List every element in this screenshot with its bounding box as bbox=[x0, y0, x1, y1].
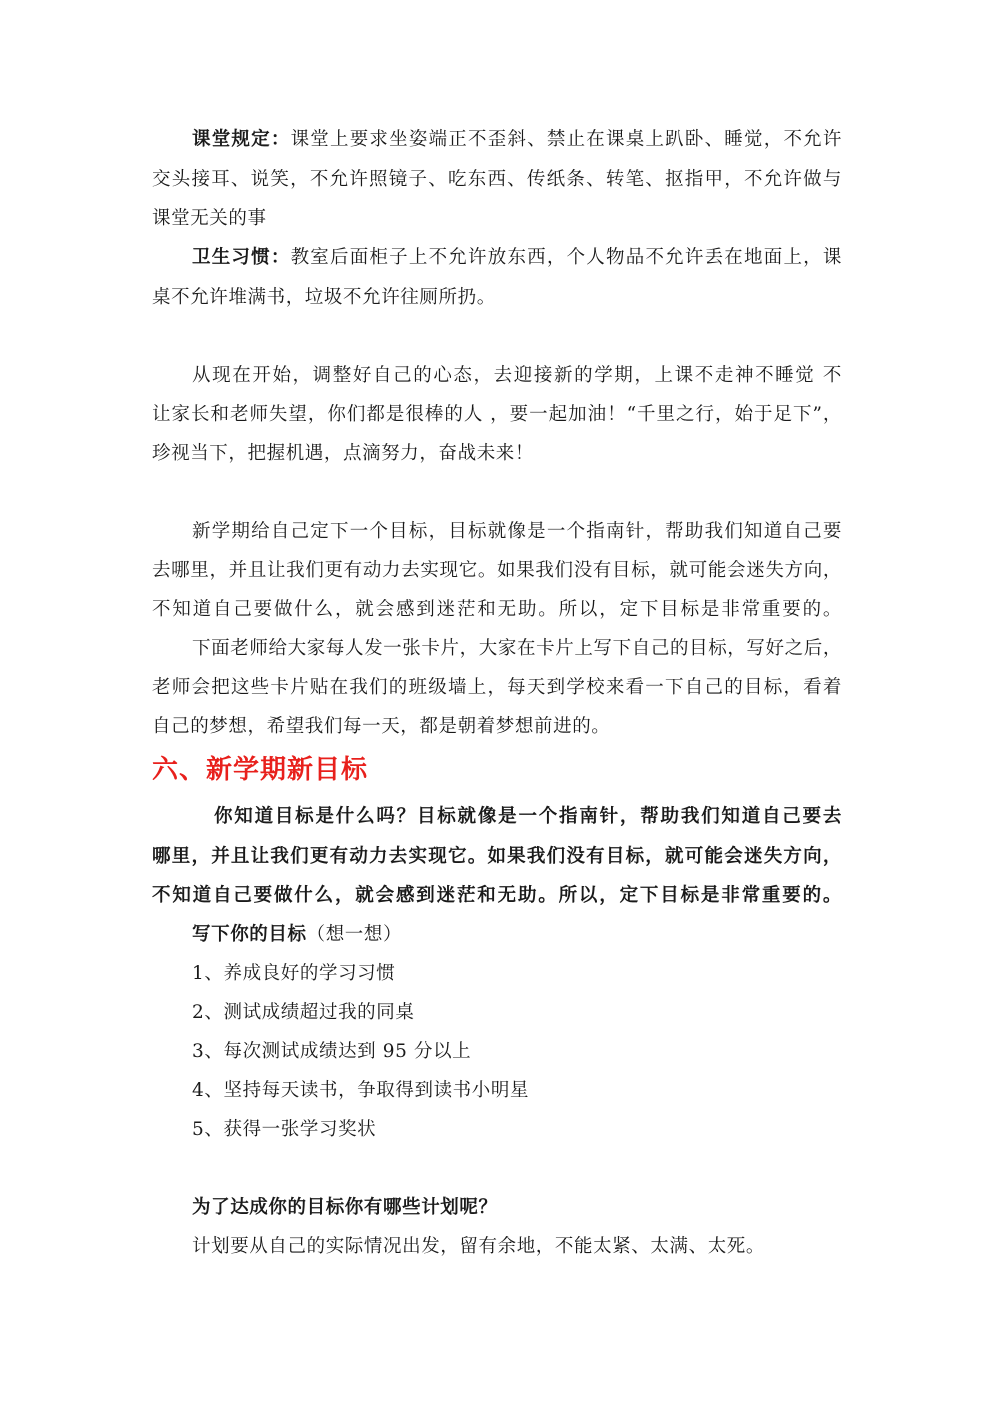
list-item: 4、坚持每天读书，争取得到读书小明星 bbox=[192, 1080, 530, 1101]
goal-intro-line-1: 新学期给自己定下一个目标，目标就像是一个指南针，帮助我们知道自己要 bbox=[192, 521, 842, 542]
list-item: 5、获得一张学习奖状 bbox=[192, 1119, 377, 1140]
section-heading: 六、新学期新目标 bbox=[152, 755, 369, 785]
classroom-rules-text: 课堂上要求坐姿端正不歪斜、禁止在课桌上趴卧、睡觉，不允许 bbox=[290, 129, 842, 150]
encourage-line-3: 珍视当下，把握机遇，点滴努力，奋战未来！ bbox=[152, 443, 535, 464]
goal-intro-line-3: 不知道自己要做什么，就会感到迷茫和无助。所以，定下目标是非常重要的。 bbox=[152, 599, 842, 620]
card-activity-line-1: 下面老师给大家每人发一张卡片，大家在卡片上写下自己的目标，写好之后， bbox=[192, 638, 842, 659]
section-bold-line-2: 哪里，并且让我们更有动力去实现它。如果我们没有目标，就可能会迷失方向， bbox=[152, 846, 842, 867]
classroom-rules-line-3: 课堂无关的事 bbox=[152, 208, 267, 229]
write-goals-note: （想一想） bbox=[306, 924, 403, 945]
list-item: 3、每次测试成绩达到 95 分以上 bbox=[192, 1041, 472, 1062]
classroom-rules-label: 课堂规定： bbox=[192, 129, 291, 150]
write-goals-bold: 写下你的目标 bbox=[192, 924, 307, 945]
card-activity-line-3: 自己的梦想，希望我们每一天，都是朝着梦想前进的。 bbox=[152, 716, 611, 737]
list-item: 1、养成良好的学习习惯 bbox=[192, 963, 396, 984]
encourage-line-1: 从现在开始，调整好自己的心态，去迎接新的学期，上课不走神不睡觉 不 bbox=[192, 365, 842, 386]
goal-intro-line-2: 去哪里，并且让我们更有动力去实现它。如果我们没有目标，就可能会迷失方向， bbox=[152, 560, 842, 581]
hygiene-label: 卫生习惯： bbox=[192, 247, 291, 268]
classroom-rules-line-2: 交头接耳、说笑，不允许照镜子、吃东西、传纸条、转笔、抠指甲，不允许做与 bbox=[152, 169, 842, 190]
hygiene-text: 教室后面柜子上不允许放东西，个人物品不允许丢在地面上，课 bbox=[290, 247, 842, 268]
encourage-line-2: 让家长和老师失望，你们都是很棒的人 ，要一起加油！“千里之行，始于足下”， bbox=[152, 404, 842, 425]
list-item: 2、测试成绩超过我的同桌 bbox=[192, 1002, 415, 1023]
classroom-rules-line-1 bbox=[192, 126, 842, 154]
card-activity-line-2: 老师会把这些卡片贴在我们的班级墙上，每天到学校来看一下自己的目标，看着 bbox=[152, 677, 842, 698]
write-goals-label bbox=[192, 921, 842, 949]
section-bold-line-3: 不知道自己要做什么，就会感到迷茫和无助。所以，定下目标是非常重要的。 bbox=[152, 885, 842, 906]
plan-note: 计划要从自己的实际情况出发，留有余地，不能太紧、太满、太死。 bbox=[192, 1236, 766, 1257]
plan-question: 为了达成你的目标你有哪些计划呢？ bbox=[192, 1197, 498, 1218]
section-bold-line-1: 你知道目标是什么吗？目标就像是一个指南针，帮助我们知道自己要去 bbox=[214, 806, 842, 827]
hygiene-line-1 bbox=[192, 244, 842, 272]
hygiene-line-2: 桌不允许堆满书，垃圾不允许往厕所扔。 bbox=[152, 287, 496, 308]
